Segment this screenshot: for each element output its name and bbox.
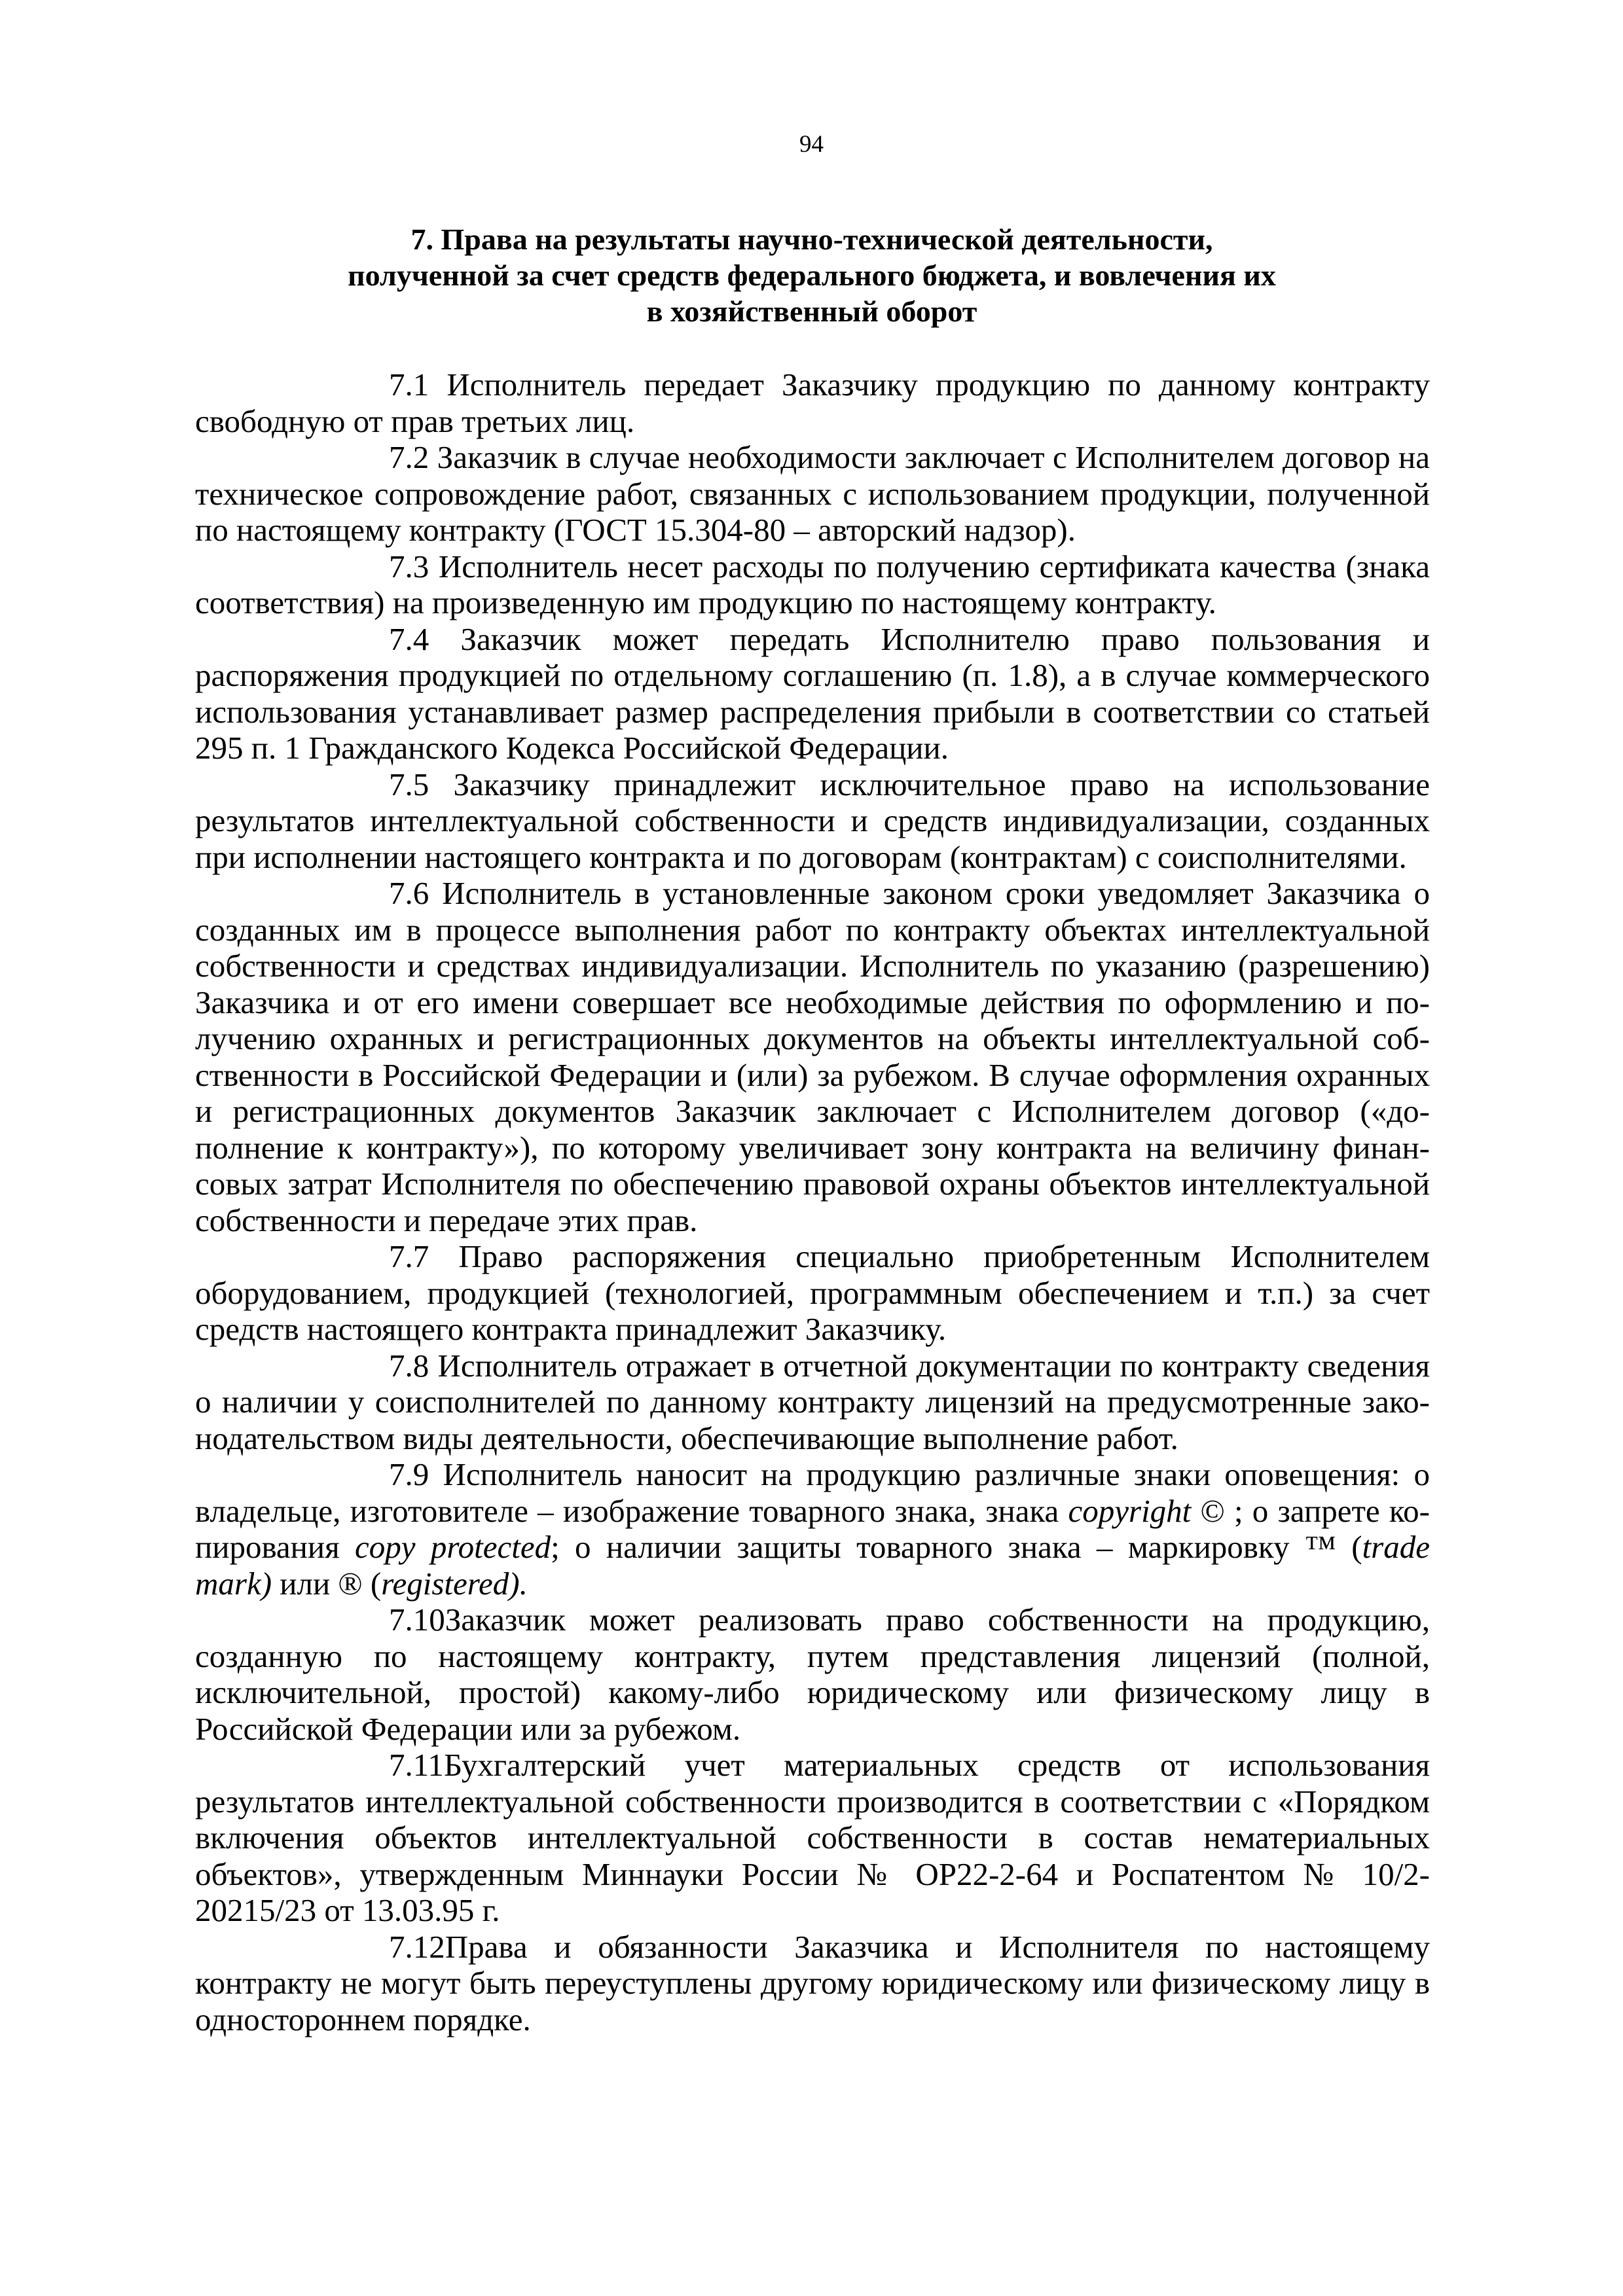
paragraph-text: Исполнитель отражает в отчетной документации по контракту сведения о наличии у соисполнителей по данному контракту лицензий на предусмотренные законодательством виды деятельности, обеспечивающие выполнение работ. — [195, 1347, 1430, 1456]
paragraph-7-5 — [195, 766, 1430, 876]
paragraph-7-2 — [195, 439, 1430, 548]
paragraph-7-10 — [195, 1602, 1430, 1747]
paragraph-number: 7.2 — [389, 439, 429, 475]
italic-term: trade mark) — [195, 1529, 1430, 1602]
paragraph-text: Заказчик может реализовать право собственности на продукцию, созданную по настоящему контракту, путем представления лицензий (полной, исключительной, простой) какому-либо юридическому или физическому лицу в Российской Федерации или за рубежом. — [195, 1602, 1430, 1747]
paragraph-text: или ® ( — [272, 1565, 382, 1602]
italic-term: copy protected — [355, 1529, 551, 1565]
heading-line-2: полученной за счет средств федерального бюджета, и вовлечения их — [348, 259, 1276, 292]
paragraph-number: 7.9 — [389, 1456, 429, 1492]
paragraph-number: 7.8 — [389, 1347, 429, 1384]
paragraph-text: Права и обязанности Заказчика и Исполнителя по настоящему контракту не могут быть переуступлены другому юридическому или физическому лицу в одностороннем порядке. — [195, 1928, 1430, 2037]
paragraph-text: Заказчик в случае необходимости заключает с Исполнителем договор на техническое сопровождение работ, связанных с использованием продукции, полученной по настоящему контракту (ГОСТ 15.304-80 – авторский надзор). — [195, 439, 1430, 548]
paragraph-7-8 — [195, 1348, 1430, 1457]
italic-term: copyright — [1068, 1492, 1192, 1529]
paragraph-7-7 — [195, 1238, 1430, 1348]
heading-line-1: 7. Права на результаты научно-технической деятельности, — [410, 223, 1213, 256]
paragraph-7-1 — [195, 367, 1430, 439]
paragraph-text: Право распоряжения специально приобретенным Исполнителем оборудованием, продукцией (технологией, программным обеспечением и т.п.) за счет средств настоящего контракта принадлежит Заказчику. — [195, 1238, 1430, 1347]
paragraph-text: Исполнитель наносит на продукцию различные знаки оповещения: о владельце, изготовителе – изображение товарного знака, знака — [195, 1456, 1430, 1529]
paragraph-number: 7.3 — [389, 548, 429, 584]
paragraph-text: Исполнитель несет расходы по получению сертификата качества (знака соответствия) на произведенную им продукцию по настоящему контракту. — [195, 548, 1430, 620]
paragraph-number: 7.12 — [389, 1928, 445, 1965]
paragraph-7-9 — [195, 1456, 1430, 1602]
paragraph-number: 7.4 — [389, 620, 429, 657]
paragraph-text: Бухгалтерский учет материальных средств от использования результатов интеллектуальной собственности производится в соответствии с «Порядком включения объектов интеллектуальной собственности в состав нематериальных объектов», утвержденным Миннауки России № ОР22-2-64 и Роспатентом № 10/2-20215/23 от 13.03.95 г. — [195, 1747, 1430, 1928]
italic-term: registered). — [381, 1565, 528, 1602]
paragraph-text: Заказчику принадлежит исключительное право на использование результатов интеллектуальной собственности и средств индивидуализации, созданных при исполнении настоящего контракта и по договорам (контрактам) с соисполнителями. — [195, 766, 1430, 875]
paragraph-7-12 — [195, 1929, 1430, 2038]
paragraph-number: 7.1 — [389, 367, 429, 403]
section-body — [195, 367, 1430, 2037]
paragraph-number: 7.10 — [389, 1602, 445, 1638]
paragraph-text: ; о наличии защиты товарного знака – маркировку ™ ( — [551, 1529, 1362, 1565]
paragraph-number: 7.6 — [389, 875, 429, 911]
paragraph-7-6 — [195, 875, 1430, 1238]
paragraph-number: 7.7 — [389, 1238, 429, 1274]
paragraph-7-11 — [195, 1747, 1430, 1929]
paragraph-text: Заказчик может передать Исполнителю право пользования и распоряжения продукцией по отдельному соглашению (п. 1.8), а в случае коммерческого использования устанавливает размер распределения прибыли в соответствии со статьей 295 п. 1 Гражданского Кодекса Российской Федерации. — [195, 620, 1430, 766]
paragraph-text: Исполнитель передает Заказчику продукцию по данному контракту свободную от прав третьих лиц. — [195, 367, 1430, 439]
heading-line-3: в хозяйственный оборот — [646, 295, 977, 328]
section-heading — [196, 221, 1427, 329]
paragraph-text: Исполнитель в установленные законом сроки уведомляет Заказчика о созданных им в процессе выполнения работ по контракту объектах интеллектуальной собственности и средствах индивидуализации. Исполнитель по указанию (разрешению) Заказчика и от его имени совершает все необходимые действия по оформлению и получению охранных и регистрационных документов на объекты интеллектуальной собственности в Российской Федерации и (или) за рубежом. В случае оформления охранных и регистрационных документов Заказчик заключает с Исполнителем договор («дополнение к контракту»), по которому увеличивает зону контракта на величину финансовых затрат Исполнителя по обеспечению правовой охраны объектов интеллектуальной собственности и передаче этих прав. — [195, 875, 1430, 1238]
paragraph-number: 7.11 — [389, 1747, 444, 1783]
paragraph-7-4 — [195, 621, 1430, 766]
paragraph-number: 7.5 — [389, 766, 429, 802]
paragraph-text: © ; о запрете копирования — [195, 1492, 1430, 1565]
page-number: 94 — [799, 131, 824, 158]
paragraph-7-3 — [195, 548, 1430, 621]
